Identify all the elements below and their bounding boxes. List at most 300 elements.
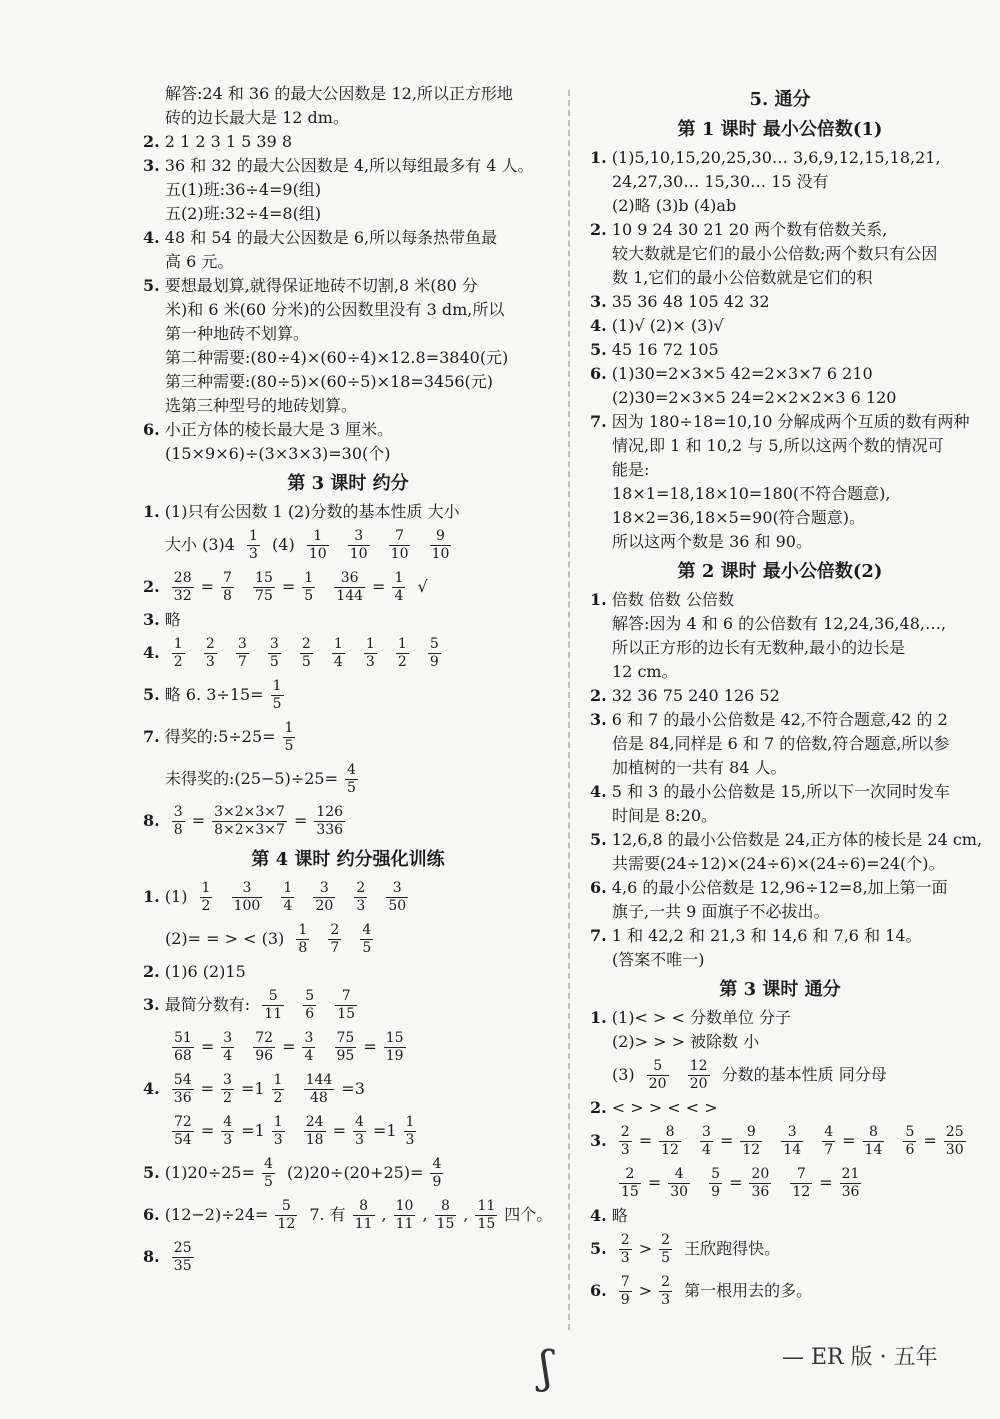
denominator: 2 <box>397 654 407 670</box>
numerator: 1 <box>284 720 294 736</box>
numerator: 144 <box>305 1072 333 1088</box>
answer-text: 第一种地砖不划算。 <box>165 324 310 343</box>
numerator: 75 <box>336 1030 355 1046</box>
numerator: 1 <box>298 922 308 938</box>
numerator: 3 <box>304 1030 314 1046</box>
denominator: 68 <box>174 1048 192 1064</box>
numerator: 12 <box>689 1058 708 1074</box>
section-heading: 第 4 课时 约分强化训练 <box>251 849 445 870</box>
denominator: 336 <box>316 822 344 838</box>
numerator: 3 <box>173 804 183 820</box>
numerator: 10 <box>395 1198 414 1214</box>
numerator: 4 <box>223 1114 233 1130</box>
numerator: 3 <box>313 880 335 898</box>
numerator: 2 <box>620 1124 630 1140</box>
fraction <box>303 988 316 1023</box>
denominator: 8 <box>173 822 183 838</box>
fraction <box>262 988 284 1023</box>
fraction <box>700 1124 713 1159</box>
fraction <box>302 570 315 605</box>
fraction <box>668 1166 690 1201</box>
numerator: 5 <box>647 1058 669 1076</box>
answer-text: 倍是 84,同样是 6 和 7 的倍数,符合题意,所以参 <box>612 734 950 753</box>
fraction <box>392 570 405 605</box>
answer-text: 7. 有 <box>309 1205 346 1224</box>
denominator: 30 <box>945 1142 964 1158</box>
answer-text: 所以这两个数是 36 和 90。 <box>612 532 812 551</box>
numerator: 4 <box>432 1156 442 1172</box>
answer-text: 因为 180÷18=10,10 分解成两个互质的数有两种 <box>611 412 970 431</box>
denominator: 3 <box>620 1142 630 1158</box>
answer-text: 1 和 42,2 和 21,3 和 14,6 和 7,6 和 14。 <box>611 926 922 945</box>
numerator: 3 <box>348 528 370 546</box>
answer-text: 略 <box>164 610 181 629</box>
numerator: 7 <box>223 570 232 586</box>
denominator: 19 <box>385 1048 404 1064</box>
denominator: 4 <box>223 1048 233 1064</box>
fraction <box>619 1124 632 1159</box>
fraction <box>335 1030 357 1065</box>
fraction <box>275 1198 297 1233</box>
answer-text: 较大数就是它们的最小公倍数;两个数只有公因 <box>612 244 938 263</box>
answer-text: 砖的边长最大是 12 dm。 <box>165 108 349 127</box>
denominator: 12 <box>277 1216 296 1232</box>
answer-text: (15×9×6)÷(3×3×3)=30(个) <box>165 444 391 463</box>
numerator: 3 <box>702 1124 711 1140</box>
fraction <box>335 988 357 1023</box>
numerator: 8 <box>863 1124 885 1142</box>
fraction <box>348 528 370 563</box>
answer-text: 第一根用去的多。 <box>684 1281 813 1300</box>
fraction <box>903 1124 916 1159</box>
fraction <box>688 1058 710 1093</box>
column-divider <box>568 90 570 1330</box>
denominator: 7 <box>237 654 247 670</box>
denominator: 5 <box>304 588 314 604</box>
numerator: 1 <box>272 678 282 694</box>
fraction <box>659 1274 672 1309</box>
numerator: 2 <box>356 880 366 896</box>
fraction <box>172 1114 194 1149</box>
fraction <box>345 762 358 797</box>
section-heading: 第 3 课时 通分 <box>719 979 841 1000</box>
numerator: 1 <box>307 528 329 546</box>
numerator: 1 <box>249 528 258 544</box>
answer-text: 倍数 倍数 公倍数 <box>611 590 734 609</box>
answer-text: (1)6 (2)15 <box>164 962 246 981</box>
answer-text: 要想最划算,就得保证地砖不切割,8 米(80 分 <box>164 276 478 295</box>
answer-text: 18×2=36,18×5=90(符合题意)。 <box>612 508 865 527</box>
denominator: 4 <box>283 898 293 914</box>
numerator: 20 <box>751 1166 770 1182</box>
fraction <box>740 1124 762 1159</box>
numerator: 3 <box>232 880 263 898</box>
denominator: 5 <box>362 940 372 956</box>
numerator: 5 <box>275 1198 297 1216</box>
denominator: 9 <box>620 1292 630 1308</box>
right-column: 5. 通分 第 1 课时 最小公倍数(1) 1. (1)5,10,15,20,25,30… 3,6,9,12,15,18,21, 24,27,30… 15,30… 15 没有 (2)略 (3)b (4)ab 2. 10 9 24 30 21 20 两个数有倍数关系, 较大数就是它们的最小公倍数;两个数只有公因 数 1,它们的最小公倍数就是它们的积 3. 35 36 48 105 42 32 4. (1)√ (2)× (3)√ 5. 45 16 72 105 6. (1)30=2×3×5 42=2×3×7 6 210 (2)30=2×3×5 24=2×2×2×3 6 120 7. 因为 180÷18=10,10 分解成两个互质的数有两种 情况,即 1 和 10,2 与 5,所以这两个数的情况可 能是: 18×1=18,18×10=180(不符合题意), 18×2=36,18×5=90(符合题意)。 所以这两个数是 36 和 90。 第 2 课时 最小公倍数(2) 1. 倍数 倍数 公倍数 解答:因为 4 和 6 的公倍数有 12,24,36,48,…, 所以正方形的边长有无数种,最小的边长是 12 cm。 2. 32 36 75 240 126 52 3. 6 和 7 的最小公倍数是 42,不符合题意,42 的 2 倍是 84,同样是 6 和 7 的倍数,符合题意,所以参 加植树的一共有 84 人。 4. 5 和 3 的最小公倍数是 15,所以下一次同时发车 时间是 8:20。 5. 12,6,8 的最小公倍数是 24,正方体的棱长是 24 cm, 共需要(24÷12)×(24÷6)×(24÷6)=24(个)。 6. 4,6 的最小公倍数是 12,96÷12=8,加上第一面 旗子,一共 9 面旗子不必拔出。 7. 1 和 42,2 和 21,3 和 14,6 和 7,6 和 14。 (答案不唯一) 第 3 课时 通分 1. (1)< > < 分数单位 分子 (2)> > > 被除数 小 (3) $\frac{5}{20}$ $\frac{12}{20}$ 分数的基本性质 同分母 2. < > > < < > 3. $\frac{2}{3}$ = $\frac{8}{12}$ $\frac{3}{4}$ = $\frac{9}{12}$ $\frac{3}{14}$ $\frac{4}{7}$ = $\frac{8}{14}$ $\frac{5}{6}$ = $\frac{25}{30}$ $\frac{2}{15}$ = $\frac{4}{30}$ $\frac{5}{9}$ = $\frac{20}{36}$ $\frac{7}{12}$ = $\frac{21}{36}$ 4. 略 5. $\frac{2}{3}$ > $\frac{2}{5}$ 王欣跑得快。 6. $\frac{7}{9}$ > $\frac{2}{3}$ 第一根用去的多。 <box>590 89 983 1308</box>
denominator: 50 <box>388 898 407 914</box>
denominator: 96 <box>255 1048 274 1064</box>
numerator: 1 <box>394 570 404 586</box>
fraction <box>281 880 294 915</box>
fraction <box>328 922 341 957</box>
numerator: 7 <box>389 528 411 546</box>
answer-text: 得奖的:5÷25= <box>164 727 276 746</box>
fraction <box>386 880 408 915</box>
numerator: 3 <box>781 1124 803 1142</box>
answer-text: (4) <box>272 535 295 554</box>
numerator: 2 <box>661 1232 671 1248</box>
denominator: 144 <box>336 588 364 604</box>
denominator: 10 <box>431 546 450 562</box>
numerator: 1 <box>283 880 293 896</box>
fraction <box>172 570 194 605</box>
denominator: 5 <box>272 696 282 712</box>
denominator: 3 <box>661 1292 671 1308</box>
fraction <box>172 1030 194 1065</box>
fraction <box>334 570 365 605</box>
denominator: 15 <box>477 1216 496 1232</box>
fraction <box>304 1072 335 1107</box>
fraction <box>353 1198 375 1233</box>
answer-text: (1)< > < 分数单位 分子 <box>611 1008 792 1027</box>
fraction <box>268 636 281 671</box>
fraction <box>840 1166 862 1201</box>
answer-text: 解答:因为 4 和 6 的公倍数有 12,24,36,48,…, <box>612 614 947 633</box>
numerator: 5 <box>429 636 439 652</box>
fraction <box>283 720 296 755</box>
answer-text: 共需要(24÷12)×(24÷6)×(24÷6)=24(个)。 <box>612 854 945 873</box>
denominator: 12 <box>742 1142 761 1158</box>
fraction <box>790 1166 812 1201</box>
answer-text: (2)30=2×3×5 24=2×2×2×3 6 120 <box>612 388 897 407</box>
numerator: 2 <box>619 1166 641 1184</box>
denominator: 4 <box>304 1048 314 1064</box>
numerator: 2 <box>301 636 311 652</box>
fraction <box>781 1124 803 1159</box>
answer-text: 五(1)班:36÷4=9(组) <box>165 180 322 199</box>
answer-text: 12,6,8 的最小公倍数是 24,正方体的棱长是 24 cm, <box>611 830 983 849</box>
fraction <box>863 1124 885 1159</box>
denominator: 8×2×3×7 <box>214 822 285 838</box>
numerator: 7 <box>620 1274 630 1290</box>
fraction <box>300 636 313 671</box>
denominator: 36 <box>173 1090 192 1106</box>
numerator: 2 <box>205 636 215 652</box>
fraction <box>647 1058 669 1093</box>
denominator: 12 <box>792 1184 811 1200</box>
denominator: 4 <box>702 1142 711 1158</box>
denominator: 5 <box>301 654 311 670</box>
answer-text: (答案不唯一) <box>612 950 705 969</box>
answer-text: < > > < < > <box>611 1098 718 1117</box>
answer-text: 32 36 75 240 126 52 <box>611 686 780 705</box>
numerator: 1 <box>333 636 343 652</box>
denominator: 6 <box>305 1006 315 1022</box>
answer-text: 略 6. 3÷15= <box>164 685 264 704</box>
answer-text: 略 <box>611 1206 628 1225</box>
denominator: 95 <box>336 1048 355 1064</box>
numerator: 4 <box>824 1124 834 1140</box>
answer-text: 45 16 72 105 <box>611 340 719 359</box>
answer-text: (1)30=2×3×5 42=2×3×7 6 210 <box>611 364 873 383</box>
answer-text: 加植树的一共有 84 人。 <box>612 758 787 777</box>
denominator: 11 <box>354 1216 373 1232</box>
numerator: 3 <box>237 636 247 652</box>
fraction <box>232 880 263 915</box>
numerator: 5 <box>905 1124 915 1140</box>
numerator: 72 <box>255 1030 274 1046</box>
denominator: 20 <box>648 1076 667 1092</box>
answer-text: 高 6 元。 <box>165 252 234 271</box>
answer-text: (1)20÷25= <box>164 1163 255 1182</box>
denominator: 36 <box>841 1184 860 1200</box>
numerator: 5 <box>305 988 315 1004</box>
denominator: 75 <box>255 588 273 604</box>
fraction <box>475 1198 497 1233</box>
denominator: 10 <box>308 546 327 562</box>
numerator: 1 <box>397 636 407 652</box>
denominator: 2 <box>223 1090 232 1106</box>
fraction <box>247 528 260 563</box>
numerator: 8 <box>435 1198 457 1216</box>
numerator: 1 <box>273 1114 283 1130</box>
numerator: 1 <box>304 570 314 586</box>
answer-text: 36 和 32 的最大公因数是 4,所以每组最多有 4 人。 <box>164 156 534 175</box>
denominator: 7 <box>824 1142 834 1158</box>
fraction <box>332 636 345 671</box>
numerator: 5 <box>711 1166 721 1182</box>
numerator: 1 <box>173 636 183 652</box>
numerator: 1 <box>405 1114 415 1130</box>
numerator: 126 <box>316 804 344 820</box>
fraction <box>619 1232 632 1267</box>
numerator: 3 <box>223 1030 233 1046</box>
fraction <box>314 804 345 839</box>
fraction <box>236 636 249 671</box>
denominator: 15 <box>436 1216 455 1232</box>
denominator: 15 <box>337 1006 356 1022</box>
answer-text: 旗子,一共 9 面旗子不必拔出。 <box>612 902 830 921</box>
chapter-heading: 5. 通分 <box>749 89 811 110</box>
denominator: 30 <box>670 1184 689 1200</box>
numerator: 25 <box>173 1240 192 1256</box>
denominator: 5 <box>269 654 279 670</box>
fraction <box>822 1124 835 1159</box>
answer-text: 五(2)班:32÷4=8(组) <box>165 204 322 223</box>
denominator: 100 <box>233 898 261 914</box>
fraction <box>296 922 309 957</box>
denominator: 5 <box>284 738 294 754</box>
fraction <box>204 636 217 671</box>
denominator: 4 <box>394 588 404 604</box>
numerator: 4 <box>362 922 372 938</box>
numerator: 3×2×3×7 <box>214 804 285 820</box>
numerator: 3 <box>223 1072 232 1088</box>
answer-text: 5 和 3 的最小公倍数是 15,所以下一次同时发车 <box>611 782 950 801</box>
denominator: 6 <box>905 1142 915 1158</box>
fraction <box>709 1166 722 1201</box>
answer-text: 最简分数有: <box>164 995 251 1014</box>
denominator: 20 <box>315 898 334 914</box>
numerator: 11 <box>477 1198 496 1214</box>
numerator: 4 <box>264 1156 273 1172</box>
answer-text: (3) <box>612 1065 635 1084</box>
answer-text: (2)略 (3)b (4)ab <box>612 196 737 215</box>
fraction <box>253 570 275 605</box>
fraction <box>304 1114 326 1149</box>
fraction <box>389 528 411 563</box>
numerator: 8 <box>353 1198 375 1216</box>
denominator: 10 <box>349 546 368 562</box>
numerator: 5 <box>262 988 284 1006</box>
numerator: 4 <box>668 1166 690 1184</box>
answer-text: 10 9 24 30 21 20 两个数有倍数关系, <box>611 220 888 239</box>
denominator: 9 <box>429 654 439 670</box>
answer-text: 四个。 <box>504 1205 553 1224</box>
fraction <box>659 1124 681 1159</box>
numerator: 15 <box>385 1030 404 1046</box>
numerator: 9 <box>430 528 452 546</box>
fraction <box>430 1156 443 1191</box>
fraction <box>313 880 335 915</box>
numerator: 25 <box>945 1124 964 1140</box>
denominator: 3 <box>620 1250 630 1266</box>
fraction <box>430 528 452 563</box>
answer-text: (1)√ (2)× (3)√ <box>611 316 724 335</box>
denominator: 32 <box>173 588 192 604</box>
denominator: 3 <box>405 1132 415 1148</box>
answer-text: (2)> > > 被除数 小 <box>612 1032 760 1051</box>
fraction <box>172 1240 194 1275</box>
denominator: 14 <box>783 1142 802 1158</box>
answer-text: 王欣跑得快。 <box>684 1239 781 1258</box>
page-mark: ʃ <box>540 1342 552 1393</box>
denominator: 7 <box>330 940 340 956</box>
section-heading: 第 3 课时 约分 <box>287 473 409 494</box>
denominator: 3 <box>355 1132 364 1148</box>
numerator: 9 <box>740 1124 762 1142</box>
denominator: 3 <box>205 654 215 670</box>
answer-text: 第三种需要:(80÷5)×(60÷5)×18=3456(元) <box>165 372 494 391</box>
numerator: 15 <box>255 570 273 586</box>
fraction <box>221 1030 234 1065</box>
fraction <box>435 1198 457 1233</box>
fraction <box>221 570 234 605</box>
numerator: 72 <box>174 1114 192 1130</box>
answer-text: 4,6 的最小公倍数是 12,96÷12=8,加上第一面 <box>611 878 948 897</box>
fraction <box>394 1198 416 1233</box>
denominator: 3 <box>273 1132 283 1148</box>
fraction <box>253 1030 275 1065</box>
denominator: 20 <box>689 1076 708 1092</box>
fraction <box>307 528 329 563</box>
denominator: 2 <box>273 1090 283 1106</box>
fraction <box>262 1156 275 1191</box>
numerator: 24 <box>305 1114 324 1130</box>
denominator: 48 <box>310 1090 328 1106</box>
numerator: 28 <box>173 570 192 586</box>
answer-text: 第二种需要:(80÷4)×(60÷4)×12.8=3840(元) <box>165 348 509 367</box>
denominator: 54 <box>174 1132 192 1148</box>
answer-text: 小正方体的棱长最大是 3 厘米。 <box>164 420 394 439</box>
fraction <box>944 1124 966 1159</box>
numerator: 54 <box>173 1072 192 1088</box>
fraction <box>404 1114 417 1149</box>
section-heading: 第 2 课时 最小公倍数(2) <box>677 561 883 582</box>
answer-text: 所以正方形的边长有无数种,最小的边长是 <box>612 638 906 657</box>
denominator: 8 <box>298 940 308 956</box>
numerator: 36 <box>334 570 365 588</box>
fraction <box>353 1114 366 1149</box>
page-footer: — ER 版 · 五年 <box>782 1345 938 1370</box>
answer-text: 2 1 2 3 1 5 39 8 <box>164 132 293 151</box>
denominator: 18 <box>305 1132 324 1148</box>
answer-text: (1)5,10,15,20,25,30… 3,6,9,12,15,18,21, <box>611 148 941 167</box>
denominator: 12 <box>661 1142 679 1158</box>
numerator: 21 <box>841 1166 860 1182</box>
numerator: 1 <box>201 880 211 896</box>
answer-text: 6 和 7 的最小公倍数是 42,不符合题意,42 的 2 <box>611 710 948 729</box>
denominator: 36 <box>751 1184 770 1200</box>
numerator: 7 <box>335 988 357 1006</box>
fraction <box>172 804 185 839</box>
numerator: 4 <box>347 762 356 778</box>
answer-text: 48 和 54 的最大公因数是 6,所以每条热带鱼最 <box>164 228 498 247</box>
denominator: 3 <box>365 654 375 670</box>
answer-text: 能是: <box>612 460 650 479</box>
denominator: 11 <box>264 1006 283 1022</box>
fraction <box>428 636 441 671</box>
answer-text: (12−2)÷24= <box>164 1205 269 1224</box>
fraction <box>360 922 373 957</box>
fraction <box>200 880 213 915</box>
denominator: 9 <box>432 1174 442 1190</box>
fraction <box>619 1274 632 1309</box>
numerator: 1 <box>365 636 375 652</box>
denominator: 9 <box>711 1184 721 1200</box>
numerator: 1 <box>273 1072 283 1088</box>
numerator: 2 <box>620 1232 630 1248</box>
denominator: 4 <box>333 654 343 670</box>
denominator: 35 <box>173 1258 192 1274</box>
numerator: 2 <box>661 1274 671 1290</box>
denominator: 5 <box>264 1174 273 1190</box>
fraction <box>221 1072 234 1107</box>
fraction <box>271 678 284 713</box>
numerator: 2 <box>330 922 340 938</box>
answer-text: 分数的基本性质 同分母 <box>721 1065 887 1084</box>
answer-text: 12 cm。 <box>612 662 678 681</box>
fraction <box>659 1232 672 1267</box>
numerator: 3 <box>269 636 279 652</box>
answer-text: (1)只有公因数 1 (2)分数的基本性质 大小 <box>164 502 460 521</box>
fraction <box>172 636 185 671</box>
denominator: 14 <box>864 1142 883 1158</box>
answer-text: 解答:24 和 36 的最大公因数是 12,所以正方形地 <box>165 84 513 103</box>
denominator: 5 <box>661 1250 671 1266</box>
answer-text: 24,27,30… 15,30… 15 没有 <box>612 172 829 191</box>
answer-text: (2)20÷(20+25)= <box>287 1163 424 1182</box>
answer-text: 未得奖的:(25−5)÷25= <box>165 769 338 788</box>
denominator: 11 <box>395 1216 414 1232</box>
answer-text: 35 36 48 105 42 32 <box>611 292 770 311</box>
fraction <box>172 1072 194 1107</box>
left-column: 解答:24 和 36 的最大公因数是 12,所以正方形地 砖的边长最大是 12 dm。 2. 2 1 2 3 1 5 39 8 3. 36 和 32 的最大公因数是 4,所以每组最多有 4 人。 五(1)班:36÷4=9(组) 五(2)班:32÷4=8(组) 4. 48 和 54 的最大公因数是 6,所以每条热带鱼最 高 6 元。 5. 要想最划算,就得保证地砖不切割,8 米(80 分 米)和 6 米(60 分米)的公因数里没有 3 dm,所以 第一种地砖不划算。 第二种需要:(80÷4)×(60÷4)×12.8=3840(元) 第三种需要:(80÷5)×(60÷5)×18=3456(元) 选第三种型号的地砖划算。 6. 小正方体的棱长最大是 3 厘米。 (15×9×6)÷(3×3×3)=30(个) 第 3 课时 约分 1. (1)只有公因数 1 (2)分数的基本性质 大小 大小 (3)4 $\frac{1}{3}$ (4) $\frac{1}{10}$ $\frac{3}{10}$ $\frac{7}{10}$ $\frac{9}{10}$ 2. $\frac{28}{32}$ = $\frac{7}{8}$ $\frac{15}{75}$ = $\frac{1}{5}$ $\frac{36}{144}$ = $\frac{1}{4}$ √ 3. 略 4. $\frac{1}{2}$ $\frac{2}{3}$ $\frac{3}{7}$ $\frac{3}{5}$ $\frac{2}{5}$ $\frac{1}{4}$ $\frac{1}{3}$ $\frac{1}{2}$ $\frac{5}{9}$ 5. 略 6. 3÷15= $\frac{1}{5}$ 7. 得奖的:5÷25= $\frac{1}{5}$ 未得奖的:(25−5)÷25= $\frac{4}{5}$ 8. $\frac{3}{8}$ = $\frac{3\times 2\times 3\times 7}{8\times 2\times 3\times 7}$ = $\frac{126}{336}$ 第 4 课时 约分强化训练 1. (1) $\frac{1}{2}$ $\frac{3}{100}$ $\frac{1}{4}$ $\frac{3}{20}$ $\frac{2}{3}$ $\frac{3}{50}$ (2)= = > < (3) $\frac{1}{8}$ $\frac{2}{7}$ $\frac{4}{5}$ 2. (1)6 (2)15 3. 最简分数有: $\frac{5}{11}$ $\frac{5}{6}$ $\frac{7}{15}$ $\frac{51}{68}$ = $\frac{3}{4}$ $\frac{72}{96}$ = $\frac{3}{4}$ $\frac{75}{95}$ = $\frac{15}{19}$ 4. $\frac{54}{36}$ = $\frac{3}{2}$ =1 $\frac{1}{2}$ $\frac{144}{48}$ =3 $\frac{72}{54}$ = $\frac{4}{3}$ =1 $\frac{1}{3}$ $\frac{24}{18}$ = $\frac{4}{3}$ =1 $\frac{1}{3}$ 5. (1)20÷25= $\frac{4}{5}$ (2)20÷(20+25)= $\frac{4}{9}$ 6. (12−2)÷24= $\frac{5}{12}$ 7. 有 $\frac{8}{11}$ , $\frac{10}{11}$ , $\frac{8}{15}$ , $\frac{11}{15}$ 四个。 8. $\frac{25}{35}$ <box>143 84 553 1274</box>
answer-text: 情况,即 1 和 10,2 与 5,所以这两个数的情况可 <box>612 436 944 455</box>
fraction <box>354 880 367 915</box>
